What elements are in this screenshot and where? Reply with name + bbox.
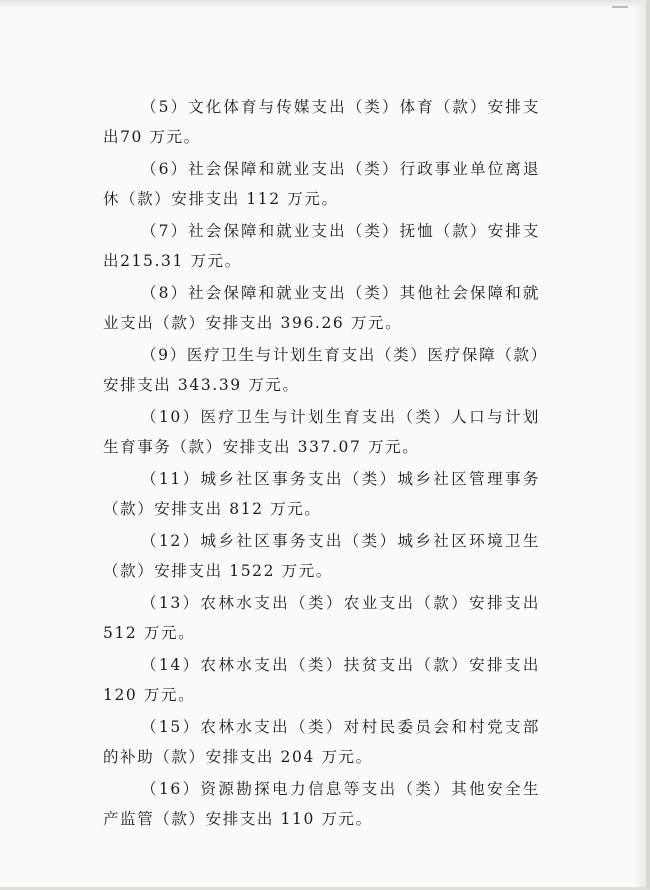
page-right-shadow: [632, 0, 646, 887]
budget-item: （8）社会保障和就业支出（类）其他社会保障和就业支出（款）安排支出 396.26 万元。: [103, 284, 540, 332]
budget-item: （11）城乡社区事务支出（类）城乡社区管理事务（款）安排支出 812 万元。: [103, 470, 540, 518]
scan-mark: [612, 6, 628, 8]
budget-item: （12）城乡社区事务支出（类）城乡社区环境卫生（款）安排支出 1522 万元。: [103, 532, 540, 580]
budget-item: （13）农林水支出（类）农业支出（款）安排支出 512 万元。: [103, 594, 540, 642]
budget-item: （5）文化体育与传媒支出（类）体育（款）安排支出70 万元。: [103, 98, 540, 146]
budget-item: （15）农林水支出（类）对村民委员会和村党支部的补助（款）安排支出 204 万元。: [103, 718, 540, 766]
budget-item: （9）医疗卫生与计划生育支出（类）医疗保障（款）安排支出 343.39 万元。: [103, 346, 540, 394]
budget-item: （10）医疗卫生与计划生育支出（类）人口与计划生育事务（款）安排支出 337.07 万元。: [103, 408, 540, 456]
budget-item: （6）社会保障和就业支出（类）行政事业单位离退休（款）安排支出 112 万元。: [103, 160, 540, 208]
budget-item: （14）农林水支出（类）扶贫支出（款）安排支出 120 万元。: [103, 656, 540, 704]
budget-item-list: [103, 92, 540, 834]
budget-item: （7）社会保障和就业支出（类）抚恤（款）安排支出215.31 万元。: [103, 222, 540, 270]
page-top-shadow: [0, 0, 646, 8]
budget-item: （16）资源勘探电力信息等支出（类）其他安全生产监管（款）安排支出 110 万元。: [103, 780, 540, 828]
